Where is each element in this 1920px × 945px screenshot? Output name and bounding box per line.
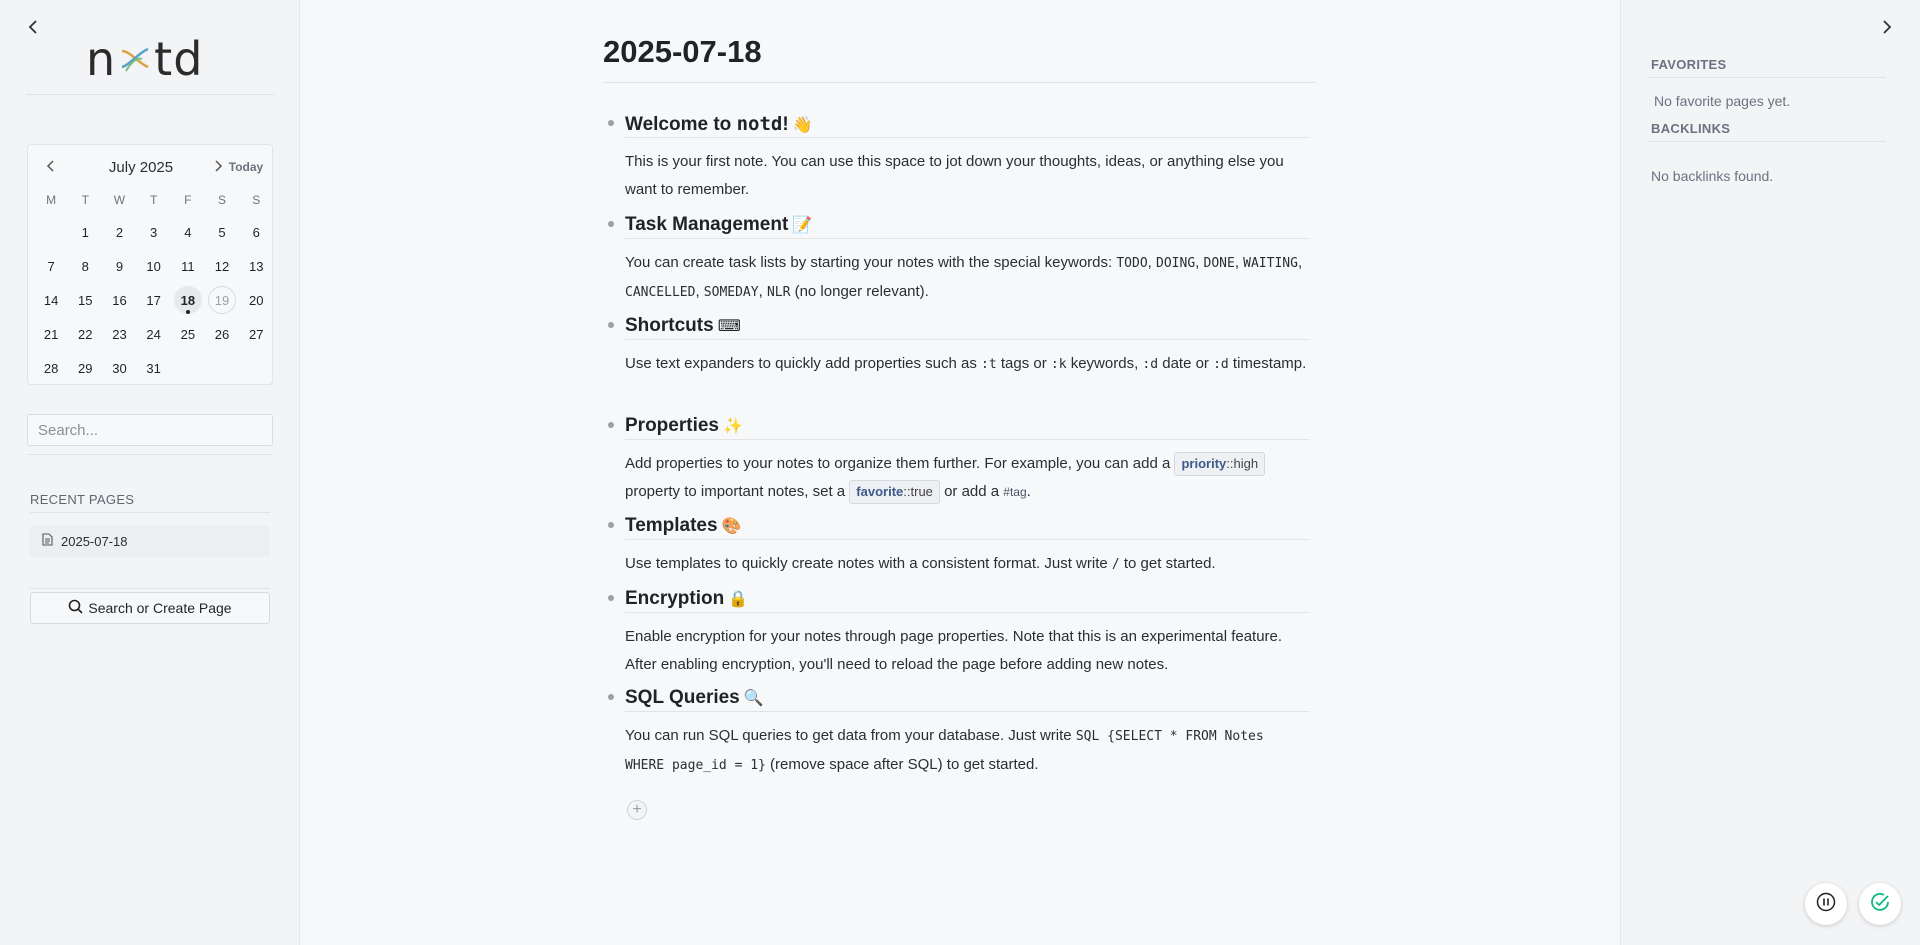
keyboard-icon: ⌨ xyxy=(717,316,741,335)
heading-text: Shortcuts xyxy=(625,315,714,336)
collapse-right-sidebar-button[interactable] xyxy=(1876,18,1898,40)
calendar-day[interactable] xyxy=(137,283,171,317)
text: , xyxy=(1147,254,1157,271)
weekday-label: W xyxy=(113,193,126,207)
property-key: priority xyxy=(1181,456,1227,471)
property-key: favorite xyxy=(856,484,904,499)
inline-code: CANCELLED xyxy=(625,285,696,300)
block-text xyxy=(625,722,1309,780)
calendar-day[interactable] xyxy=(205,283,239,317)
block-text: This is your first note. You can use this space to jot down your thoughts, ideas, or anything else you want to remember. xyxy=(625,153,1284,198)
calendar-day[interactable] xyxy=(102,317,136,351)
page-title: 2025-07-18 xyxy=(603,34,762,69)
block-text xyxy=(625,450,1309,506)
calendar-grid xyxy=(34,215,273,385)
property-separator: :: xyxy=(1226,456,1234,471)
weekday-label: M xyxy=(46,193,57,207)
search-input[interactable] xyxy=(27,414,273,446)
divider xyxy=(30,512,270,513)
calendar-day-number: 15 xyxy=(78,292,93,308)
block-heading xyxy=(625,110,1309,138)
favorites-empty-text: No favorite pages yet. xyxy=(1654,93,1791,109)
calendar-day-number: 27 xyxy=(248,326,264,342)
lock-icon: 🔒 xyxy=(728,589,749,608)
divider xyxy=(27,454,273,455)
calendar-day-number: 10 xyxy=(146,258,161,274)
text: or add a xyxy=(939,483,1004,500)
block-heading xyxy=(625,585,1309,613)
calendar-day[interactable] xyxy=(102,249,136,283)
calendar-day-number: 3 xyxy=(150,224,158,240)
chevron-left-icon xyxy=(46,159,56,178)
block-text xyxy=(625,249,1309,307)
calendar-day[interactable] xyxy=(102,351,136,385)
search-or-create-page-label: Search or Create Page xyxy=(88,600,232,616)
search-box xyxy=(27,414,273,446)
text: . xyxy=(1026,483,1031,500)
calendar-day[interactable] xyxy=(239,283,273,317)
inline-code: TODO xyxy=(1116,256,1148,271)
calendar-day[interactable] xyxy=(102,283,136,317)
calendar-day[interactable] xyxy=(171,317,205,351)
inline-code: NLR xyxy=(766,285,791,300)
calendar-day-number: 22 xyxy=(78,326,93,342)
search-or-create-page-button[interactable] xyxy=(30,592,270,624)
block-bullet[interactable] xyxy=(608,522,614,528)
recent-pages-title: RECENT PAGES xyxy=(30,492,135,507)
heading-text: Templates xyxy=(625,515,718,536)
divider xyxy=(26,94,274,95)
calendar-day-number: 25 xyxy=(180,326,196,342)
calendar-day[interactable] xyxy=(239,317,273,351)
text: Use templates to quickly create notes with a consistent format. Just write xyxy=(625,555,1112,572)
note-block[interactable] xyxy=(625,512,1309,579)
calendar-day[interactable] xyxy=(34,351,68,385)
calendar-day[interactable] xyxy=(34,249,68,283)
text: timestamp. xyxy=(1228,355,1307,372)
text: keywords, xyxy=(1066,355,1143,372)
text: (remove space after SQL) to get started. xyxy=(765,756,1039,773)
text: date or xyxy=(1158,355,1214,372)
block-heading xyxy=(625,412,1309,440)
logo-text-left: n xyxy=(86,32,117,86)
calendar-day[interactable] xyxy=(34,317,68,351)
text: , xyxy=(1195,254,1204,271)
heading-text: ! xyxy=(782,114,789,135)
calendar-day[interactable] xyxy=(205,215,239,249)
heading-text: SQL Queries xyxy=(625,687,740,708)
calendar-header xyxy=(28,157,274,179)
block-text: Enable encryption for your notes through page properties. Note that this is an experimental feature. After enabling encryption, you'll need to reload the page before adding new notes. xyxy=(625,628,1283,673)
block-text xyxy=(625,550,1309,579)
backlinks-empty-text: No backlinks found. xyxy=(1651,168,1774,184)
right-sidebar xyxy=(1620,0,1920,945)
property-separator: :: xyxy=(903,484,911,499)
property-value: high xyxy=(1233,456,1259,471)
chevron-right-icon xyxy=(1881,19,1893,40)
divider xyxy=(603,82,1316,83)
inline-code: :k xyxy=(1050,357,1067,372)
main-content xyxy=(300,0,1620,945)
text: Use text expanders to quickly add properties such as xyxy=(625,355,982,372)
note-block[interactable] xyxy=(625,110,1309,204)
text: (no longer relevant). xyxy=(790,283,929,300)
calendar-day-number: 24 xyxy=(146,326,161,342)
note-block[interactable] xyxy=(625,585,1309,679)
recent-page-label: 2025-07-18 xyxy=(61,533,128,549)
document-icon xyxy=(42,533,61,549)
heading-text: Properties xyxy=(625,415,719,436)
heading-text: Task Management xyxy=(625,214,789,235)
calendar-day[interactable] xyxy=(68,215,102,249)
calendar-day-number: 5 xyxy=(218,224,226,240)
palette-icon: 🎨 xyxy=(721,516,742,535)
note-block[interactable] xyxy=(625,684,1309,780)
inline-code: SQL {SELECT * FROM Notes WHERE page_id = 1} xyxy=(625,729,1264,773)
text: property to important notes, set a xyxy=(625,483,850,500)
app-logo xyxy=(86,34,220,84)
calendar-day[interactable] xyxy=(239,215,273,249)
collapse-left-sidebar-button[interactable] xyxy=(22,18,44,40)
block-heading xyxy=(625,512,1309,540)
block-bullet[interactable] xyxy=(608,694,614,700)
calendar-day-number: 19 xyxy=(208,286,236,314)
inline-code: :d xyxy=(1213,357,1229,372)
calendar-day-number: 26 xyxy=(214,326,230,342)
sparkles-icon: ✨ xyxy=(722,416,743,435)
text: to get started. xyxy=(1119,555,1216,572)
logo-mark-icon xyxy=(116,32,154,86)
pause-icon xyxy=(1816,892,1836,917)
check-circle-icon xyxy=(1869,891,1891,918)
inline-code: notd xyxy=(736,113,783,135)
text: , xyxy=(1234,254,1244,271)
calendar-day[interactable] xyxy=(102,215,136,249)
calendar-day-number: 13 xyxy=(248,258,264,274)
block-bullet[interactable] xyxy=(608,322,614,328)
calendar-day[interactable] xyxy=(171,215,205,249)
calendar-day-number: 28 xyxy=(43,360,59,376)
calendar-day[interactable] xyxy=(68,317,102,351)
text: , xyxy=(1297,254,1303,271)
calendar-day[interactable] xyxy=(137,317,171,351)
logo-text-right: td xyxy=(154,32,204,86)
calendar-day-number: 1 xyxy=(81,224,89,240)
calendar-day-number: 29 xyxy=(78,360,93,376)
block-text xyxy=(625,350,1309,379)
property-value: true xyxy=(910,484,933,499)
calendar-day[interactable] xyxy=(171,283,205,317)
weekday-label: F xyxy=(184,193,192,207)
divider xyxy=(1648,141,1886,142)
calendar-day[interactable] xyxy=(68,283,102,317)
text: Add properties to your notes to organize them further. For example, you can add a xyxy=(625,455,1175,472)
calendar-day[interactable] xyxy=(205,249,239,283)
heading-text: Encryption xyxy=(625,588,725,609)
calendar-day-number: 6 xyxy=(252,224,260,240)
note-block[interactable] xyxy=(625,412,1309,506)
calendar-day-number: 9 xyxy=(115,258,124,274)
calendar-day-number: 12 xyxy=(214,258,230,274)
calendar-day-number: 21 xyxy=(43,326,59,342)
text: , xyxy=(758,283,767,300)
heading-text: Welcome to xyxy=(625,114,737,135)
magnifier-icon: 🔍 xyxy=(743,688,764,707)
divider xyxy=(1648,77,1886,78)
inline-code: DONE xyxy=(1203,256,1235,271)
calendar-day[interactable] xyxy=(137,215,171,249)
search-icon xyxy=(68,599,88,617)
calendar-day-number: 16 xyxy=(112,292,127,308)
backlinks-title: BACKLINKS xyxy=(1651,121,1731,136)
calendar-day[interactable] xyxy=(171,249,205,283)
block-heading xyxy=(625,312,1309,340)
calendar-day[interactable] xyxy=(68,249,102,283)
calendar-prev-month-button[interactable] xyxy=(42,159,60,177)
calendar-day-number: 30 xyxy=(112,360,127,376)
recent-page-item[interactable] xyxy=(30,525,270,557)
weekday-label: T xyxy=(149,193,158,207)
note-block[interactable] xyxy=(625,312,1309,379)
block-bullet[interactable] xyxy=(608,120,614,126)
calendar-day-number: 23 xyxy=(112,326,127,342)
calendar-day[interactable] xyxy=(34,283,68,317)
tag-link[interactable]: #tag xyxy=(1003,485,1027,499)
block-bullet[interactable] xyxy=(608,221,614,227)
calendar-day-number: 17 xyxy=(146,292,161,308)
calendar-day-number: 14 xyxy=(43,292,59,308)
calendar-day[interactable] xyxy=(137,249,171,283)
divider xyxy=(30,588,270,589)
calendar-day-number: 11 xyxy=(181,258,195,274)
calendar-weekday-row xyxy=(34,193,273,207)
weekday-label: S xyxy=(218,193,227,207)
property-chip[interactable] xyxy=(1174,452,1265,476)
calendar-day-number: 20 xyxy=(248,292,264,308)
block-heading xyxy=(625,684,1309,712)
pause-button[interactable] xyxy=(1805,883,1847,925)
calendar-today-button[interactable]: Today xyxy=(228,160,264,174)
calendar-day[interactable] xyxy=(239,249,273,283)
waving-hand-icon: 👋 xyxy=(792,115,813,134)
inline-code: :d xyxy=(1142,357,1159,372)
text: You can run SQL queries to get data from your database. Just write xyxy=(625,727,1076,744)
has-note-dot xyxy=(186,310,190,314)
add-block-button[interactable]: + xyxy=(627,800,647,820)
left-sidebar xyxy=(0,0,300,945)
calendar-day[interactable] xyxy=(68,351,102,385)
inline-code: :t xyxy=(981,357,997,372)
block-bullet[interactable] xyxy=(608,595,614,601)
block-bullet[interactable] xyxy=(608,422,614,428)
weekday-label: T xyxy=(81,193,89,207)
calendar-day-number: 8 xyxy=(81,258,89,274)
calendar-day[interactable] xyxy=(205,317,239,351)
text: You can create task lists by starting your notes with the special keywords: xyxy=(625,254,1117,271)
calendar-blank xyxy=(34,215,68,249)
text: , xyxy=(695,283,704,300)
calendar-month-label: July 2025 xyxy=(108,159,174,176)
calendar-day-number: 7 xyxy=(47,258,55,274)
inline-code: / xyxy=(1111,557,1120,572)
chevron-left-icon xyxy=(27,19,39,40)
calendar-day-number: 2 xyxy=(115,224,124,240)
property-chip[interactable] xyxy=(849,480,940,504)
calendar-day-number: 4 xyxy=(184,224,192,240)
inline-code: SOMEDAY xyxy=(703,285,759,300)
memo-icon: 📝 xyxy=(792,215,813,234)
inline-code: WAITING xyxy=(1243,256,1298,271)
inline-code: DOING xyxy=(1156,256,1196,271)
sync-status-button[interactable] xyxy=(1859,883,1901,925)
calendar-day-number: 31 xyxy=(146,360,161,376)
block-heading xyxy=(625,211,1309,239)
text: tags or xyxy=(996,355,1051,372)
calendar xyxy=(27,144,273,385)
weekday-label: S xyxy=(252,193,261,207)
calendar-day-number: 18 xyxy=(174,286,202,314)
note-block[interactable] xyxy=(625,211,1309,307)
favorites-title: FAVORITES xyxy=(1651,57,1727,72)
calendar-day[interactable] xyxy=(137,351,171,385)
